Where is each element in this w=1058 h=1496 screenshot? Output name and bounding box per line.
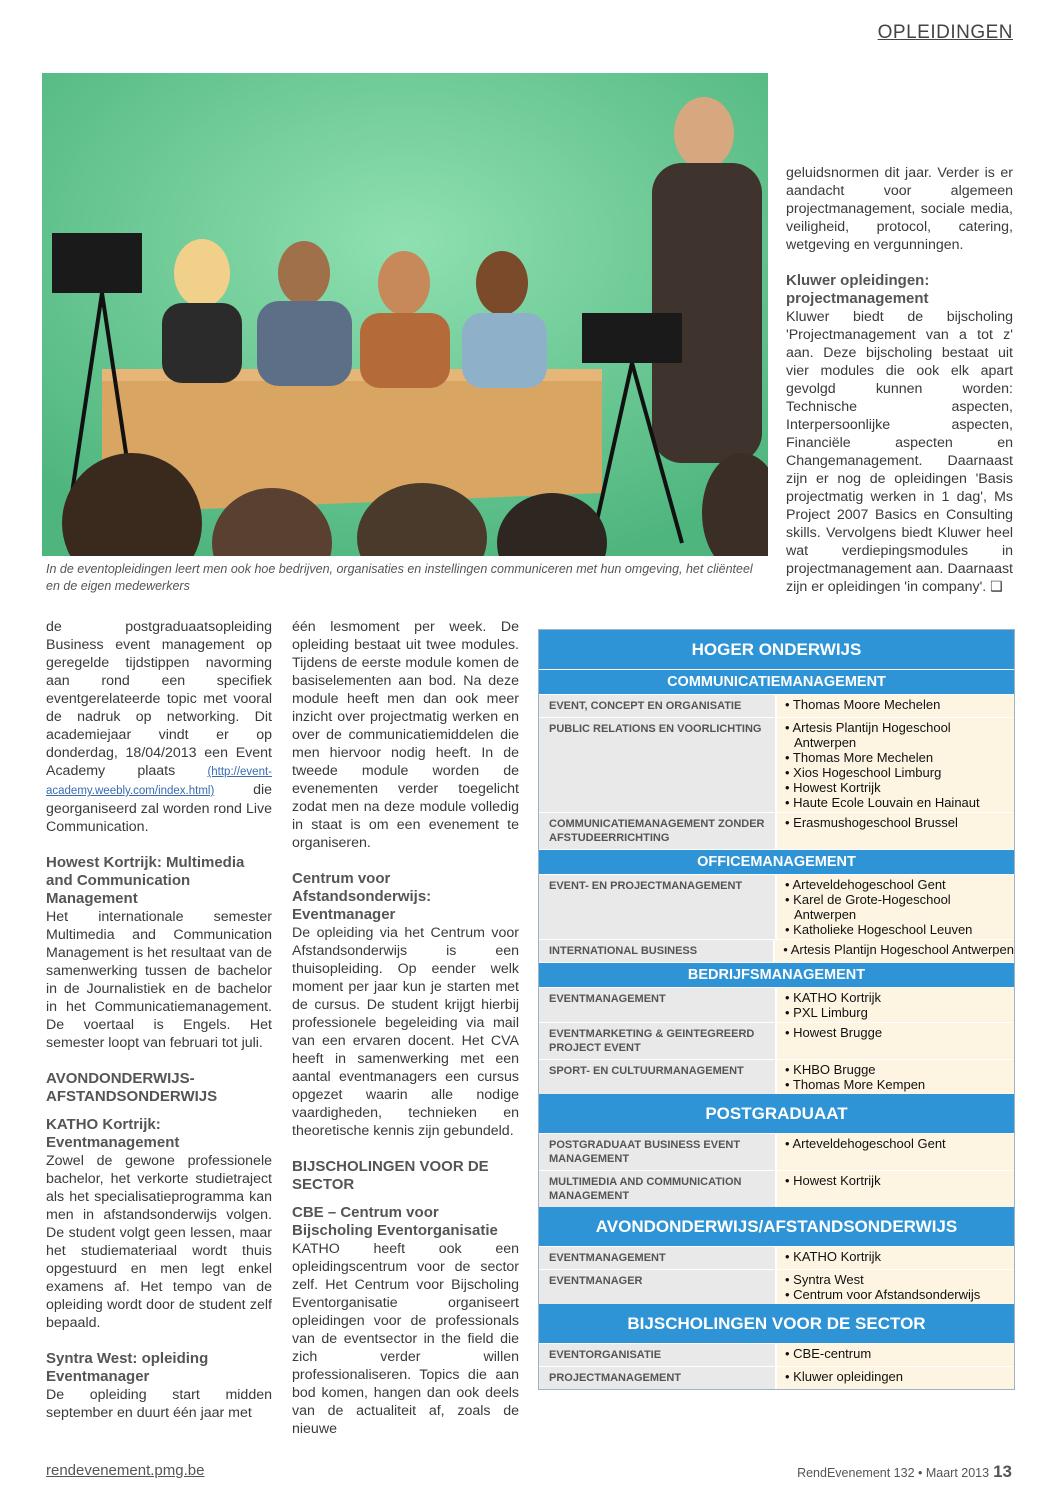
table-row: EVENT, CONCEPT EN ORGANISATIE • Thomas Moore Mechelen: [539, 694, 1014, 717]
table-row: COMMUNICATIEMANAGEMENT ZONDER AFSTUDEERRICHTING • Erasmushogeschool Brussel: [539, 812, 1014, 849]
table-row: EVENTMANAGEMENT • KATHO Kortrijk • PXL Limburg: [539, 987, 1014, 1022]
table-row: EVENTMANAGEMENT • KATHO Kortrijk: [539, 1246, 1014, 1269]
paragraph-katho: Zowel de gewone professionele bachelor, het verkorte studietraject als het specialisatieprogramma kan men in afstandsonderwijs volgen. De student volgt geen lessen, maar het studiemateriaal wordt thuis opgestuurd en men legt enkel examens af. Het tempo van de opleiding wordt door de student zelf bepaald.: [46, 1153, 272, 1331]
heading-katho: KATHO Kortrijk: Eventmanagement: [46, 1116, 180, 1151]
text-column-1: [46, 618, 272, 1422]
table-row: SPORT- EN CULTUURMANAGEMENT • KHBO Brugge • Thomas More Kempen: [539, 1059, 1014, 1094]
paragraph-cbe-continued: geluidsnormen dit jaar. Verder is er aandacht voor algemeen projectmanagement, sociale media, veiligheid, protocol, catering, wetgeving en vergunningen.: [786, 165, 1013, 253]
band-postgraduaat: POSTGRADUAAT: [539, 1094, 1014, 1133]
page-number: 13: [993, 1462, 1012, 1481]
text-column-3: [786, 164, 1013, 596]
paragraph-howest: Het internationale semester Multimedia and Communication Management is het resultaat van de samenwerking tussen de bachelor in de Journalistiek en de bachelor in het Communicatiemanagement. De voertaal is Engels. Het semester loopt van februari tot juli.: [46, 909, 272, 1051]
paragraph-kluwer: Kluwer biedt de bijscholing 'Projectmanagement van a tot z' aan. Deze bijscholing bestaat uit vier modules die ook elk apart gevolgd kunnen worden: Technische aspecten, Interpersoonlijke aspecten, Financiële aspecten en Changemanagement. Daarnaast zijn er nog de opleidingen 'Basis projectmatig werken in 1 dag', Ms Project 2007 Basics en Consulting skills. Vervolgens biedt Kluwer heel wat verdiepingsmodules in projectmanagement aan. Daarnaast zijn er opleidingen 'in company'. ❑: [786, 309, 1013, 595]
heading-syntra: Syntra West: opleiding Eventmanager: [46, 1350, 209, 1385]
table-row: EVENT- EN PROJECTMANAGEMENT • Arteveldehogeschool Gent • Karel de Grote-Hogeschool Antwerpen • Katholieke Hogeschool Leuven: [539, 874, 1014, 939]
photo-illustration: [42, 73, 768, 556]
sub-communicatiemanagement: COMMUNICATIEMANAGEMENT: [539, 669, 1014, 694]
table-row: PROJECTMANAGEMENT • Kluwer opleidingen: [539, 1366, 1014, 1389]
paragraph-postgraduaat: de postgraduaatsopleiding Business event management op geregelde tijdstippen navorming aan rond een specifiek eventgerelateerde topic met vooral de nadruk op networking. Dit academiejaar vindt er op donderdag, 18/04/2013 een Event Academy plaats (http://event-academy.weebly.com/index.html) die georganiseerd zal worden rond Live Communication.: [46, 619, 272, 835]
table-row: PUBLIC RELATIONS EN VOORLICHTING • Artesis Plantijn Hogeschool Antwerpen • Thomas More Mechelen • Xios Hogeschool Limburg • Howest Kortrijk • Haute Ecole Louvain en Hainaut: [539, 717, 1014, 812]
education-overview-table: [538, 629, 1015, 1390]
issue-info: RendEvenement 132 • Maart 2013 13: [797, 1462, 1012, 1481]
heading-avondonderwijs: AVONDONDERWIJS-AFSTANDSONDERWIJS: [46, 1070, 218, 1105]
event-studio-photo: [42, 73, 768, 556]
sub-officemanagement: OFFICEMANAGEMENT: [539, 849, 1014, 874]
website-link[interactable]: rendevenement.pmg.be: [46, 1462, 205, 1479]
heading-kluwer: Kluwer opleidingen: projectmanagement: [786, 272, 930, 307]
paragraph-syntra-continued: één lesmoment per week. De opleiding bestaat uit twee modules. Tijdens de eerste module komen de basiselementen aan bod. Na deze module heeft men dan ook meer inzicht over projectmatig werken en over de communicatiemiddelen die men hiervoor nodig heeft. In de tweede module worden de evenementen verder toegelicht zodat men na deze module volledig in staat is om een evenement te organiseren.: [292, 619, 519, 851]
table-row: EVENTORGANISATIE • CBE-centrum: [539, 1343, 1014, 1366]
paragraph-syntra: De opleiding start midden september en duurt één jaar met: [46, 1387, 272, 1421]
heading-howest: Howest Kortrijk: Multimedia and Communication Management: [46, 854, 245, 907]
table-row: MULTIMEDIA AND COMMUNICATION MANAGEMENT • Howest Kortrijk: [539, 1170, 1014, 1207]
sub-bedrijfsmanagement: BEDRIJFSMANAGEMENT: [539, 962, 1014, 987]
heading-bijscholingen: BIJSCHOLINGEN VOOR DE SECTOR: [292, 1158, 489, 1193]
photo-caption: In de eventopleidingen leert men ook hoe bedrijven, organisaties en instellingen communiceren met hun omgeving, het cliënteel en de eigen medewerkers: [46, 562, 753, 593]
section-header: OPLEIDINGEN: [877, 22, 1013, 43]
paragraph-cva: De opleiding via het Centrum voor Afstandsonderwijs is een thuisopleiding. Op eender welk moment per jaar kun je starten met de cursus. De student krijgt hierbij professionele begeleiding via mail van een ervaren docent. Het CVA heeft in samenwerking met een aantal eventmanagers een cursus opgezet waarin alle nodige vaardigheden, technieken en theoretische kennis zijn gebundeld.: [292, 925, 519, 1139]
table-row: POSTGRADUAAT BUSINESS EVENT MANAGEMENT • Arteveldehogeschool Gent: [539, 1133, 1014, 1170]
event-academy-link[interactable]: (http://event-academy.weebly.com/index.html): [46, 766, 272, 797]
heading-cbe: CBE – Centrum voor Bijscholing Eventorganisatie: [292, 1204, 498, 1239]
band-hoger-onderwijs: HOGER ONDERWIJS: [539, 630, 1014, 669]
heading-cva: Centrum voor Afstandsonderwijs: Eventmanager: [292, 870, 432, 923]
table-row: EVENTMARKETING & GEINTEGREERD PROJECT EVENT • Howest Brugge: [539, 1022, 1014, 1059]
table-row: INTERNATIONAL BUSINESS • Artesis Plantijn Hogeschool Antwerpen: [539, 939, 1014, 962]
paragraph-cbe: KATHO heeft ook een opleidingscentrum voor de sector zelf. Het Centrum voor Bijscholing Eventorganisatie organiseert opleidingen voor de professionals van de eventsector in the field die zich verder willen professionaliseren. Topics die aan bod komen, hangen dan ook deels van de actualiteit af, zoals de nieuwe: [292, 1241, 519, 1437]
band-bijscholingen: BIJSCHOLINGEN VOOR DE SECTOR: [539, 1304, 1014, 1343]
end-mark-icon: ❑: [990, 579, 1003, 595]
band-avondonderwijs: AVONDONDERWIJS/AFSTANDSONDERWIJS: [539, 1207, 1014, 1246]
table-row: EVENTMANAGER • Syntra West • Centrum voor Afstandsonderwijs: [539, 1269, 1014, 1304]
text-column-2: [292, 618, 519, 1438]
